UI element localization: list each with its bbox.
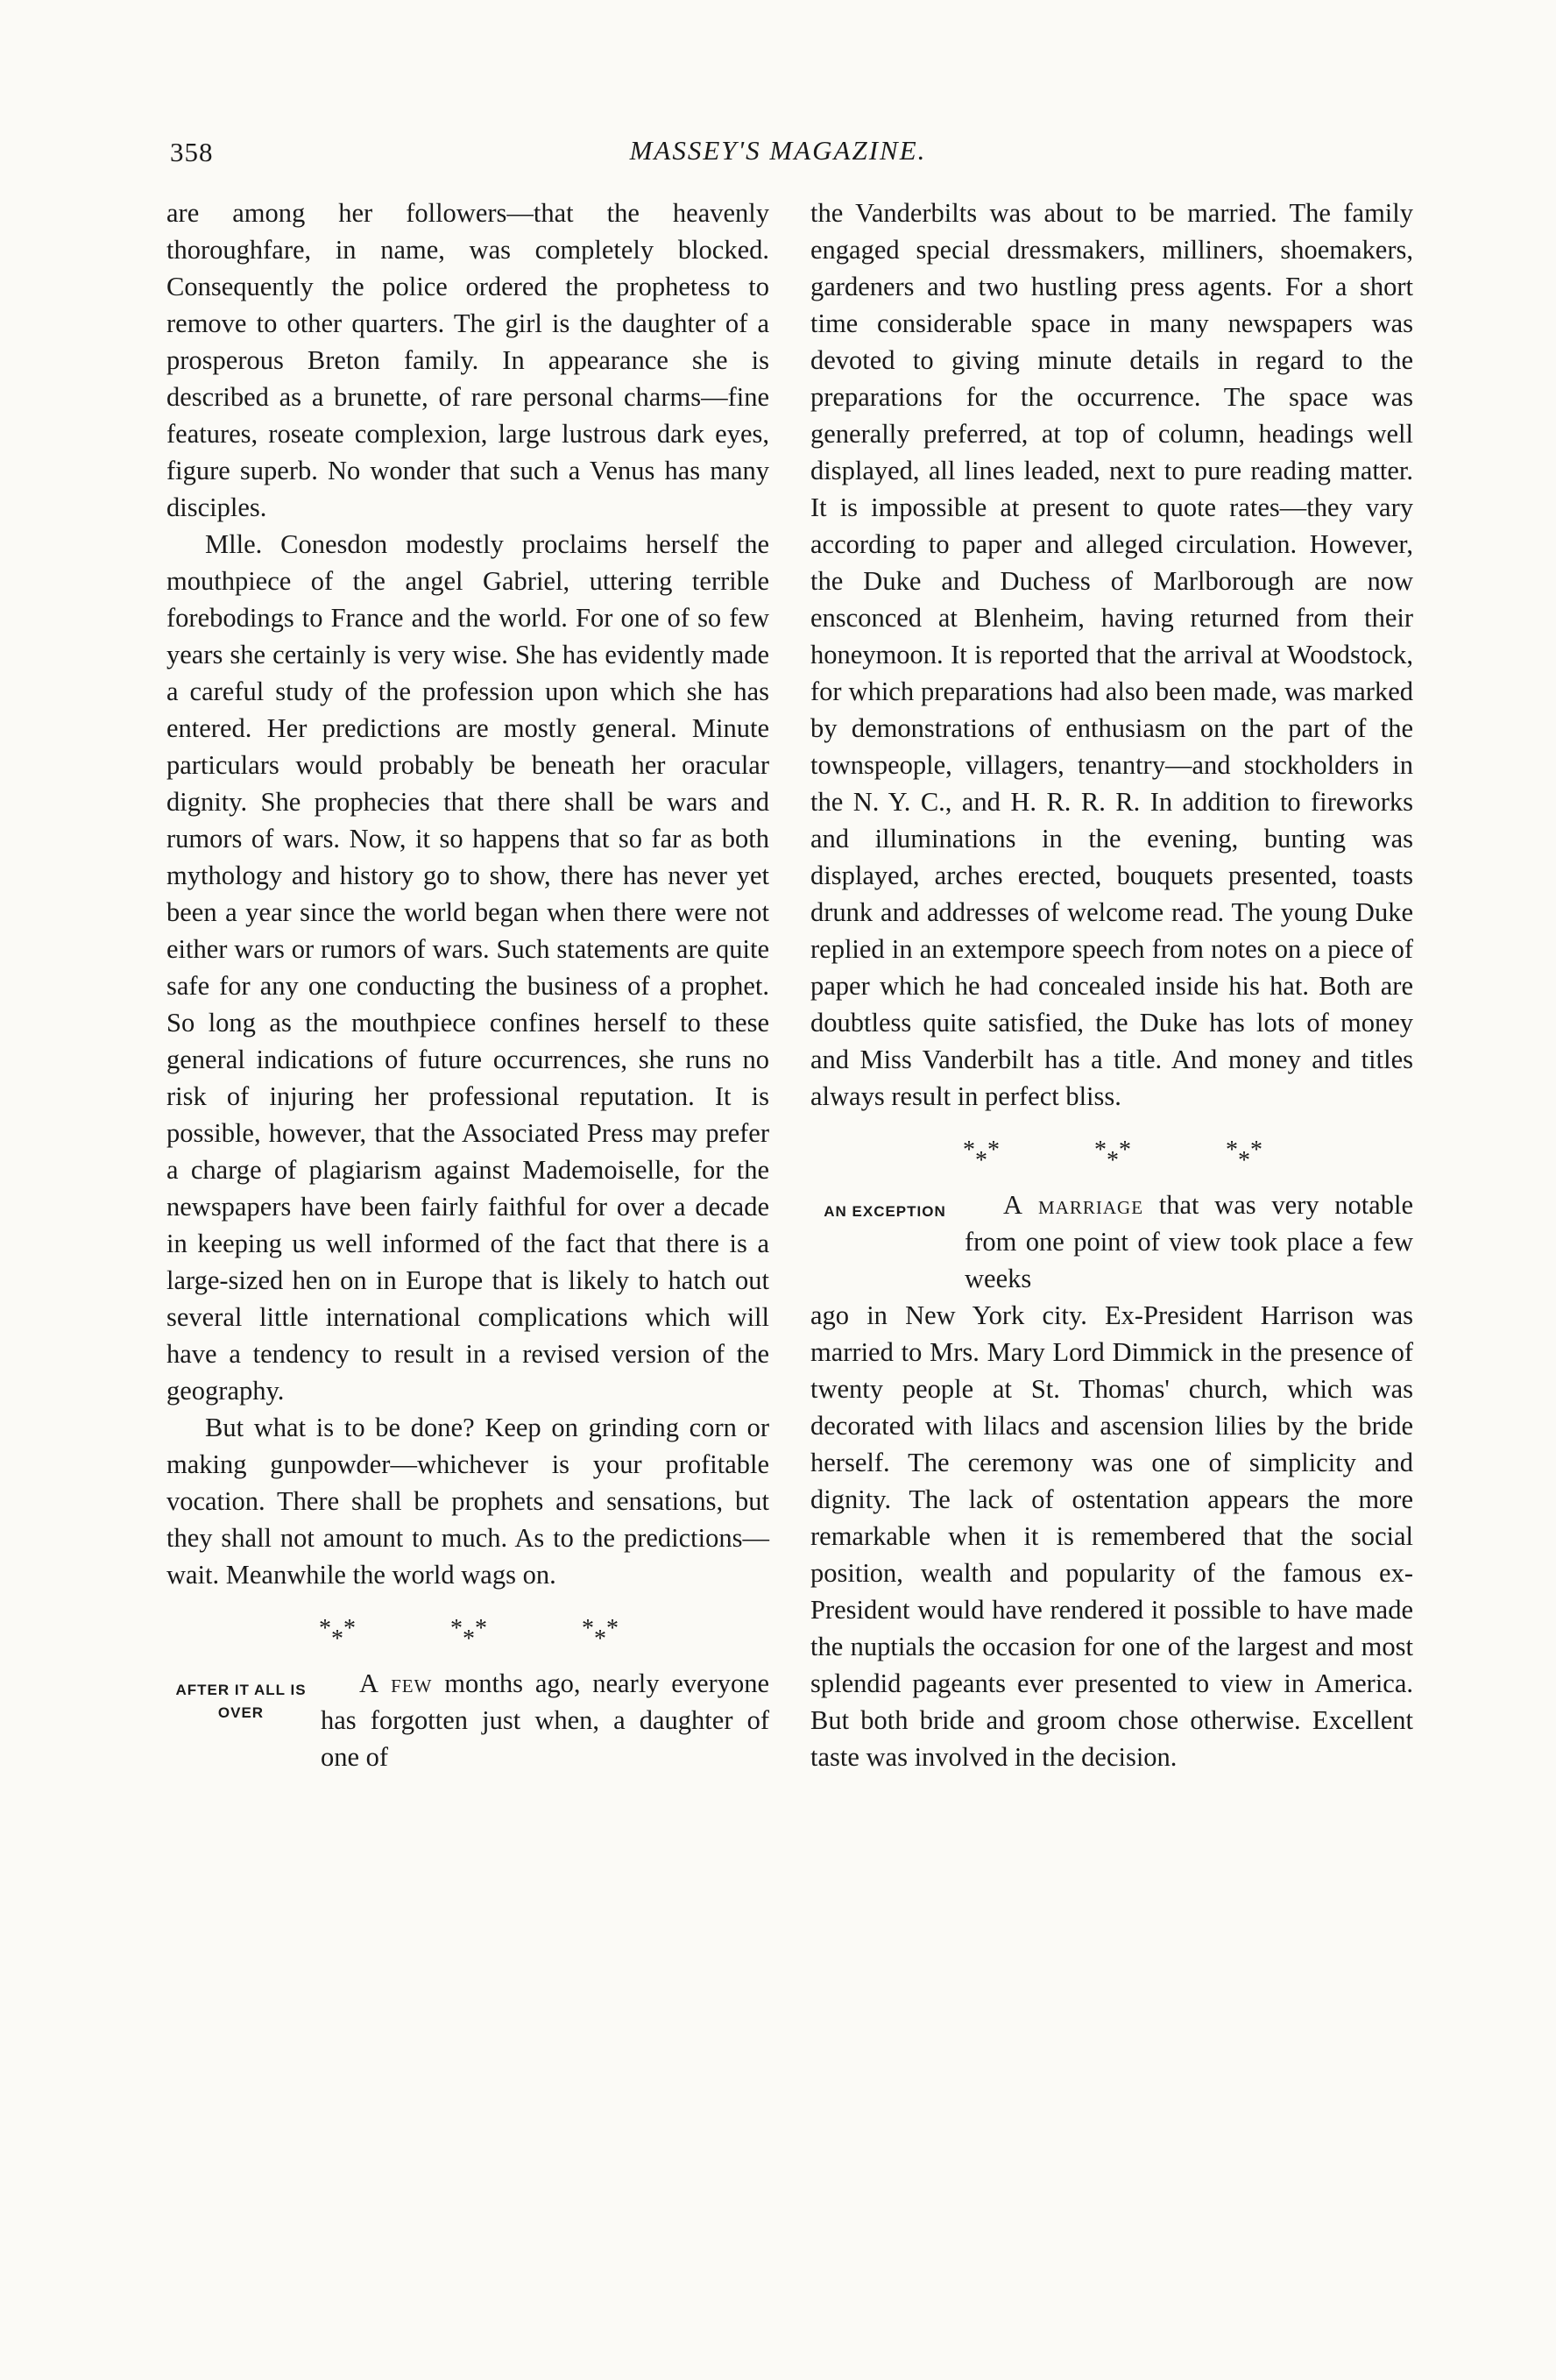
paragraph: Mlle. Conesdon modestly proclaims herself the mouthpiece of the angel Gabriel, uttering terrible forebodings to France and the world. For one of so few years she certainly is very wise. She has evidently made a careful study of the profession upon which she has entered. Her predictions are mostly general. Minute particulars would probably be beneath her oracular dignity. She prophecies that there shall be wars and rumors of wars. Now, it so happens that so far as both mythology and history go to show, there has never yet been a year since the world began when there were not either wars or rumors of wars. Such statements are quite safe for any one conducting the business of a prophet. So long as the mouthpiece confines herself to these general indications of future occurrences, she runs no risk of injuring her professional reputation. It is possible, however, that the Associated Press may prefer a charge of plagiarism against Mademoiselle, for the newspapers have been fairly faithful for over a decade in keeping us well informed of the fact that there is a large-sized hen on in Europe that is likely to hatch out several little international complications which will have a tendency to result in a revised version of the geography. (166, 529, 769, 1406)
paragraph: the Vanderbilts was about to be married. The family engaged special dressmakers, milliners, shoemakers, gardeners and two hustling press agents. For a short time considerable space in many newspapers was devoted to giving minute details in regard to the preparations for the occurrence. The space was generally preferred, at top of column, headings well displayed, all lines leaded, next to pure reading matter. It is impossible at present to quote rates—they vary according to paper and alleged circulation. However, the Duke and Duchess of Marlborough are now ensconced at Blenheim, having returned from their honeymoon. It is reported that the arrival at Woodstock, for which preparations had also been made, was marked by demonstrations of enthusiasm on the part of the townspeople, villagers, tenantry—and stockholders in the N. Y. C., and H. R. R. R. In addition to fireworks and illuminations in the evening, bunting was displayed, arches erected, bouquets presented, toasts drunk and addresses of welcome read. The young Duke replied in an extempore speech from notes on a piece of paper which he had concealed inside his hat. Both are doubtless quite satisfied, the Duke has lots of money and Miss Vanderbilt has a title. And money and titles always result in perfect bliss. (810, 198, 1413, 1111)
paragraph: are among her followers—that the heavenly thoroughfare, in name, was completely blocked. Consequently the police ordered the prophetess to remove to other quarters. The girl is the daughter of a prosperous Breton family. In appearance she is described as a brunette, of rare personal charms—fine features, roseate complexion, large lustrous dark eyes, figure superb. No wonder that such a Venus has many disciples. (166, 198, 769, 522)
paragraph (965, 1186, 1413, 1297)
section-divider (810, 1137, 1413, 1174)
lead-in: A few (359, 1668, 433, 1698)
asterism: * * * (319, 1615, 356, 1653)
asterism: * * * (1226, 1137, 1262, 1174)
asterism: * * * (1094, 1137, 1131, 1174)
paragraph (321, 1665, 769, 1775)
side-heading: AFTER IT ALL IS OVER (175, 1682, 307, 1721)
side-heading: AN EXCEPTION (824, 1203, 946, 1220)
asterism: * * * (963, 1137, 1000, 1174)
left-column (166, 195, 769, 1775)
article-section (810, 1186, 1413, 1297)
section-divider (166, 1615, 769, 1653)
article-section (166, 1665, 769, 1775)
asterism: * * * (582, 1615, 619, 1653)
paragraph: ago in New York city. Ex-President Harrison was married to Mrs. Mary Lord Dimmick in the presence of twenty people at St. Thomas' church, which was decorated with lilacs and ascension lilies by the bride herself. The ceremony was one of simplicity and dignity. The lack of ostentation appears the more remarkable when it is remembered that the social position, wealth and popularity of the famous ex-President would have rendered it possible to have made the nuptials the occasion for one of the largest and most splendid pageants ever presented to view in America. But both bride and groom chose otherwise. Excellent taste was involved in the decision. (810, 1300, 1413, 1772)
paragraph-text: months ago, nearly everyone has forgotten just when, a daughter of one of (321, 1668, 769, 1772)
running-head: MASSEY'S MAGAZINE. (629, 135, 927, 166)
paragraph: But what is to be done? Keep on grinding corn or making gunpowder—whichever is your profitable vocation. There shall be prophets and sensations, but they shall not amount to much. As to the predictions—wait. Meanwhile the world wags on. (166, 1413, 769, 1590)
lead-in: A marriage (1003, 1190, 1144, 1220)
right-column (810, 195, 1413, 1775)
asterism: * * * (450, 1615, 487, 1653)
page-number: 358 (170, 137, 214, 167)
paragraph-text: that was very notable from one point of view took place a few weeks (965, 1190, 1413, 1293)
